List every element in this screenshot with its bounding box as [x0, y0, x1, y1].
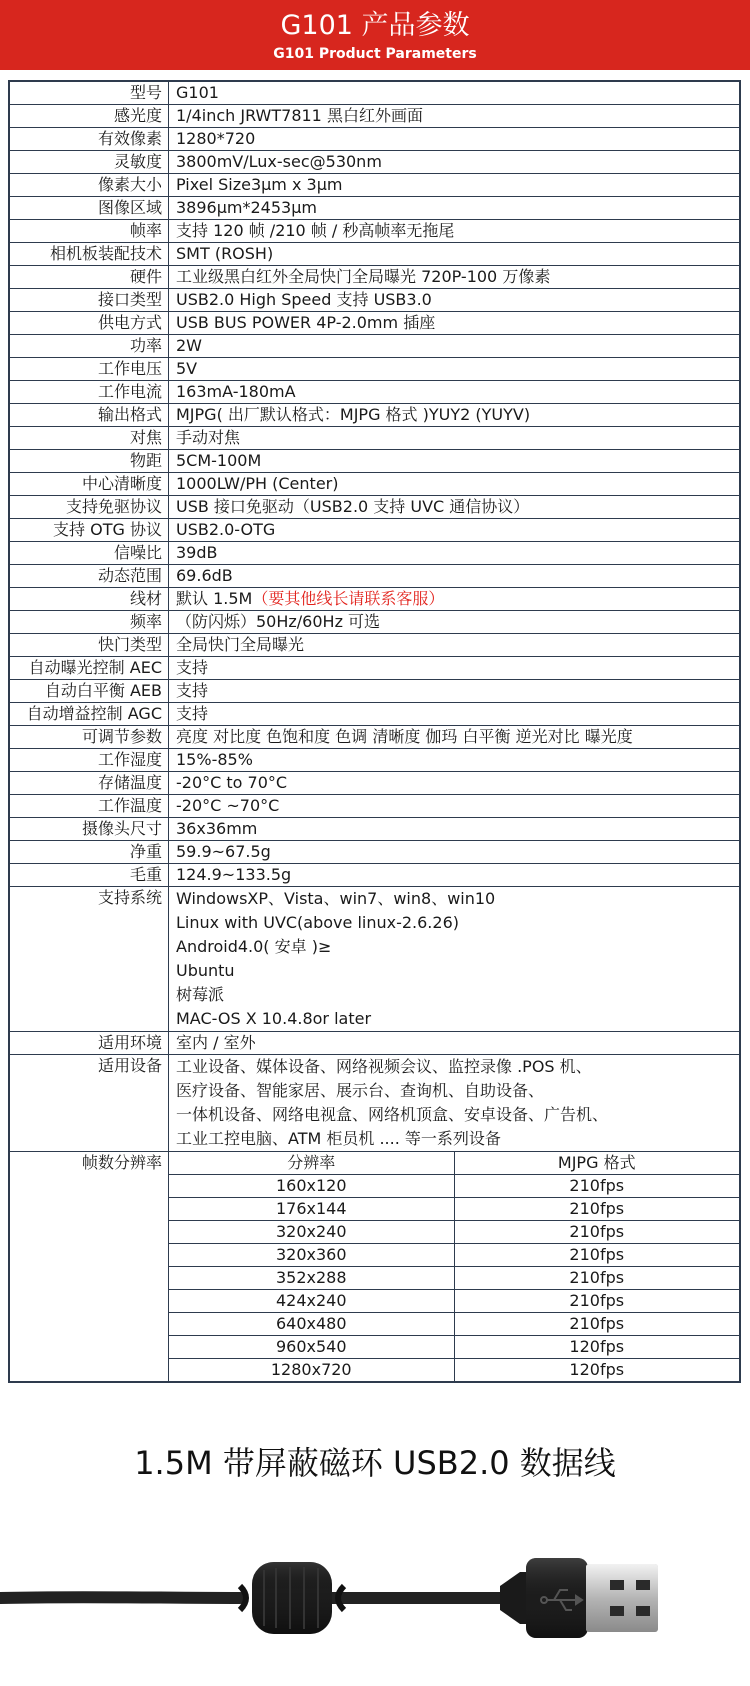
spec-row: [9, 381, 740, 404]
spec-value-text: （防闪烁）50Hz/60Hz 可选: [176, 612, 381, 631]
spec-label: 物距: [9, 450, 169, 473]
spec-label: 线材: [9, 588, 169, 611]
spec-row: [9, 81, 740, 105]
spec-row: [9, 404, 740, 427]
spec-value: [169, 220, 741, 243]
framerate-cell: [169, 1152, 741, 1383]
spec-row: [9, 841, 740, 864]
spec-value: [169, 680, 741, 703]
spec-value-text: USB 接口免驱动（USB2.0 支持 UVC 通信协议）: [176, 497, 530, 516]
spec-label: 工作电流: [9, 381, 169, 404]
spec-row: [9, 105, 740, 128]
spec-value-text: 默认 1.5M: [176, 589, 253, 608]
framerate-table: [169, 1152, 739, 1381]
spec-label: 信噪比: [9, 542, 169, 565]
spec-label: 净重: [9, 841, 169, 864]
spec-label: 供电方式: [9, 312, 169, 335]
system-item: MAC-OS X 10.4.8or later: [176, 1009, 372, 1028]
spec-label: 毛重: [9, 864, 169, 887]
spec-label: 工作湿度: [9, 749, 169, 772]
resolution-cell: 160x120: [169, 1175, 454, 1198]
spec-label: 对焦: [9, 427, 169, 450]
spec-row: [9, 450, 740, 473]
spec-row: [9, 335, 740, 358]
spec-row: [9, 565, 740, 588]
spec-row: [9, 243, 740, 266]
spec-label: 像素大小: [9, 174, 169, 197]
usb-cable-image: [0, 1510, 750, 1686]
spec-value-text: G101: [176, 83, 219, 102]
framerate-header: MJPG 格式: [454, 1152, 739, 1175]
spec-row: [9, 174, 740, 197]
fps-cell: 210fps: [454, 1198, 739, 1221]
spec-value-text: 69.6dB: [176, 566, 233, 585]
system-item: Ubuntu: [176, 961, 235, 980]
spec-value-text: 5CM-100M: [176, 451, 262, 470]
header-banner: [0, 0, 750, 70]
spec-value: [169, 519, 741, 542]
spec-label: 输出格式: [9, 404, 169, 427]
spec-value-text: 支持: [176, 681, 209, 700]
spec-value: [169, 611, 741, 634]
spec-row: [9, 611, 740, 634]
spec-row: [9, 542, 740, 565]
spec-row: [9, 864, 740, 887]
spec-row: [9, 703, 740, 726]
framerate-row: [169, 1313, 739, 1336]
spec-value: [169, 726, 741, 749]
spec-value-text: 工业级黑白红外全局快门全局曝光 720P-100 万像素: [176, 267, 551, 286]
spec-value-text: 124.9~133.5g: [176, 865, 292, 884]
spec-table-body: [9, 81, 740, 1382]
framerate-row: [169, 1290, 739, 1313]
spec-value-text: 1280*720: [176, 129, 256, 148]
device-line: 一体机设备、网络电视盒、网络机顶盒、安卓设备、广告机、: [176, 1105, 609, 1124]
spec-value-text: 全局快门全局曝光: [176, 635, 305, 654]
spec-value: [169, 795, 741, 818]
fps-cell: 210fps: [454, 1267, 739, 1290]
spec-value: [169, 588, 741, 611]
device-line: 工业工控电脑、ATM 柜员机 .... 等一系列设备: [176, 1129, 501, 1148]
spec-row: [9, 197, 740, 220]
spec-value: [169, 450, 741, 473]
spec-label: 快门类型: [9, 634, 169, 657]
spec-value-text: 3800mV/Lux-sec@530nm: [176, 152, 382, 171]
spec-value: [169, 542, 741, 565]
spec-label: 中心清晰度: [9, 473, 169, 496]
spec-value: [169, 657, 741, 680]
spec-row: [9, 588, 740, 611]
spec-label: 自动白平衡 AEB: [9, 680, 169, 703]
resolution-cell: 960x540: [169, 1336, 454, 1359]
framerate-header: 分辨率: [169, 1152, 454, 1175]
spec-value: [169, 496, 741, 519]
system-item: Android4.0( 安卓 )≥: [176, 937, 332, 956]
spec-value-text: 15%-85%: [176, 750, 253, 769]
spec-label: 接口类型: [9, 289, 169, 312]
spec-table: [8, 80, 741, 1383]
spec-value-text: Pixel Size3μm x 3μm: [176, 175, 343, 194]
spec-row: [9, 749, 740, 772]
spec-label: 型号: [9, 81, 169, 105]
spec-row: [9, 473, 740, 496]
spec-value: [169, 772, 741, 795]
spec-label: 帧率: [9, 220, 169, 243]
spec-row: [9, 496, 740, 519]
spec-value-text: 5V: [176, 359, 198, 378]
spec-label: 适用环境: [9, 1032, 169, 1055]
spec-row: [9, 772, 740, 795]
framerate-row: [169, 1198, 739, 1221]
spec-label: 感光度: [9, 105, 169, 128]
spec-label: 可调节参数: [9, 726, 169, 749]
spec-value: [169, 105, 741, 128]
spec-label: 支持系统: [9, 887, 169, 1032]
spec-value-text: 支持 120 帧 /210 帧 / 秒高帧率无拖尾: [176, 221, 455, 240]
fps-cell: 120fps: [454, 1336, 739, 1359]
spec-value: [169, 473, 741, 496]
framerate-row: [169, 1175, 739, 1198]
spec-row: [9, 657, 740, 680]
spec-label: 帧数分辨率: [9, 1152, 169, 1383]
spec-value: [169, 841, 741, 864]
spec-value-text: 亮度 对比度 色饱和度 色调 清晰度 伽玛 白平衡 逆光对比 曝光度: [176, 727, 633, 746]
spec-value: [169, 243, 741, 266]
spec-value-text: USB BUS POWER 4P-2.0mm 插座: [176, 313, 436, 332]
spec-value-text: 36x36mm: [176, 819, 258, 838]
spec-note: （要其他线长请联系客服）: [252, 589, 445, 608]
framerate-row: [169, 1267, 739, 1290]
spec-value-text: -20°C to 70°C: [176, 773, 288, 792]
spec-row: [9, 519, 740, 542]
cable-title: 1.5M 带屏蔽磁环 USB2.0 数据线: [134, 1444, 616, 1482]
framerate-row: [169, 1359, 739, 1382]
spec-value: [169, 197, 741, 220]
system-item: 树莓派: [176, 985, 225, 1004]
spec-value: [169, 749, 741, 772]
spec-value-text: -20°C ~70°C: [176, 796, 280, 815]
spec-row: [9, 818, 740, 841]
spec-label: 自动增益控制 AGC: [9, 703, 169, 726]
spec-label: 硬件: [9, 266, 169, 289]
spec-value-text: 163mA-180mA: [176, 382, 296, 401]
spec-value: [169, 864, 741, 887]
systems-list: [169, 887, 741, 1032]
spec-value: 室内 / 室外: [169, 1032, 741, 1055]
spec-label: 有效像素: [9, 128, 169, 151]
spec-value: [169, 381, 741, 404]
resolution-cell: 1280x720: [169, 1359, 454, 1382]
spec-value-text: 3896μm*2453μm: [176, 198, 317, 217]
system-item: WindowsXP、Vista、win7、win8、win10: [176, 889, 496, 908]
spec-value-text: 2W: [176, 336, 202, 355]
resolution-cell: 424x240: [169, 1290, 454, 1313]
device-line: 工业设备、媒体设备、网络视频会议、监控录像 .POS 机、: [176, 1057, 592, 1076]
spec-row-systems: [9, 887, 740, 1032]
fps-cell: 210fps: [454, 1244, 739, 1267]
resolution-cell: 640x480: [169, 1313, 454, 1336]
page-subtitle: G101 Product Parameters: [273, 46, 477, 62]
spec-value: [169, 289, 741, 312]
fps-cell: 210fps: [454, 1221, 739, 1244]
spec-label: 图像区域: [9, 197, 169, 220]
spec-row: [9, 289, 740, 312]
cable-wire: [0, 1597, 240, 1598]
spec-label: 支持免驱协议: [9, 496, 169, 519]
spec-label: 适用设备: [9, 1055, 169, 1152]
spec-row: [9, 680, 740, 703]
spec-value: [169, 634, 741, 657]
spec-row-environment: [9, 1032, 740, 1055]
spec-label: 频率: [9, 611, 169, 634]
device-line: 医疗设备、智能家居、展示台、查询机、自助设备、: [176, 1081, 545, 1100]
resolution-cell: 320x360: [169, 1244, 454, 1267]
framerate-row: [169, 1244, 739, 1267]
spec-label: 工作电压: [9, 358, 169, 381]
spec-value: [169, 335, 741, 358]
framerate-row: [169, 1221, 739, 1244]
spec-row: [9, 312, 740, 335]
spec-label: 自动曝光控制 AEC: [9, 657, 169, 680]
spec-row-framerates: [9, 1152, 740, 1383]
spec-label: 相机板装配技术: [9, 243, 169, 266]
devices-list: [169, 1055, 741, 1152]
spec-label: 动态范围: [9, 565, 169, 588]
spec-value: [169, 818, 741, 841]
spec-row: [9, 726, 740, 749]
spec-label: 支持 OTG 协议: [9, 519, 169, 542]
spec-value-text: USB2.0 High Speed 支持 USB3.0: [176, 290, 432, 309]
spec-value-text: USB2.0-OTG: [176, 520, 276, 539]
spec-value: [169, 266, 741, 289]
spec-label: 灵敏度: [9, 151, 169, 174]
resolution-cell: 176x144: [169, 1198, 454, 1221]
spec-value-text: 支持: [176, 658, 209, 677]
spec-value-text: 手动对焦: [176, 428, 241, 447]
fps-cell: 210fps: [454, 1175, 739, 1198]
spec-row: [9, 427, 740, 450]
spec-row: [9, 128, 740, 151]
spec-row-devices: [9, 1055, 740, 1152]
spec-label: 功率: [9, 335, 169, 358]
spec-value: [169, 312, 741, 335]
system-item: Linux with UVC(above linux-2.6.26): [176, 913, 459, 932]
spec-value-text: 支持: [176, 704, 209, 723]
page-title: G101 产品参数: [280, 10, 470, 41]
spec-value: [169, 174, 741, 197]
spec-row: [9, 795, 740, 818]
framerate-row: [169, 1336, 739, 1359]
spec-value: [169, 151, 741, 174]
ferrite-core: [240, 1562, 344, 1634]
spec-row: [9, 358, 740, 381]
spec-value: [169, 358, 741, 381]
spec-row: [9, 266, 740, 289]
spec-value-text: 1000LW/PH (Center): [176, 474, 339, 493]
spec-value: [169, 427, 741, 450]
resolution-cell: 352x288: [169, 1267, 454, 1290]
spec-value: [169, 565, 741, 588]
spec-label: 存储温度: [9, 772, 169, 795]
spec-row: [9, 634, 740, 657]
fps-cell: 210fps: [454, 1290, 739, 1313]
spec-row: [9, 220, 740, 243]
spec-value: [169, 81, 741, 105]
spec-value-text: SMT (ROSH): [176, 244, 274, 263]
spec-value: [169, 128, 741, 151]
framerate-header-row: [169, 1152, 739, 1175]
spec-value-text: MJPG( 出厂默认格式：MJPG 格式 )YUY2 (YUYV): [176, 405, 531, 424]
spec-value: [169, 703, 741, 726]
spec-value: [169, 404, 741, 427]
resolution-cell: 320x240: [169, 1221, 454, 1244]
spec-value-text: 39dB: [176, 543, 218, 562]
spec-value-text: 1/4inch JRWT7811 黑白红外画面: [176, 106, 423, 125]
fps-cell: 120fps: [454, 1359, 739, 1382]
spec-label: 摄像头尺寸: [9, 818, 169, 841]
spec-row: [9, 151, 740, 174]
fps-cell: 210fps: [454, 1313, 739, 1336]
spec-label: 工作温度: [9, 795, 169, 818]
usb-plug: [500, 1558, 658, 1638]
spec-value-text: 59.9~67.5g: [176, 842, 271, 861]
